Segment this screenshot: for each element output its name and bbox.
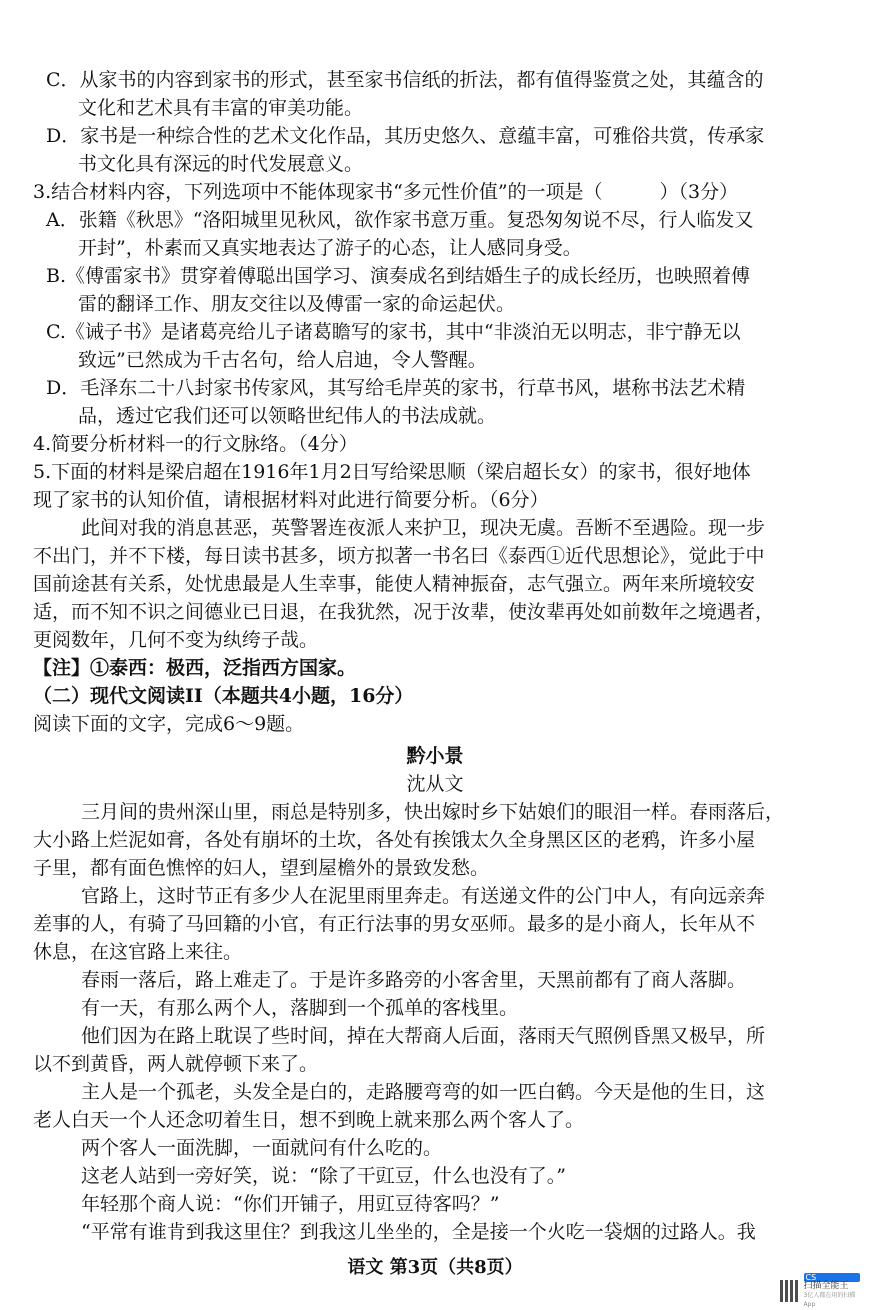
text-line: 国前途甚有关系，处忧患最是人生幸事，能使人精神振奋，志气强立。两年来所境较安 xyxy=(33,573,756,595)
text-line: “平常有谁肯到我这里住？到我这儿坐坐的，全是接一个火吃一袋烟的过路人。我 xyxy=(81,1221,756,1243)
text-line: 品，透过它我们还可以领略世纪伟人的书法成就。 xyxy=(78,405,497,427)
text-line: 更阅数年，几何不变为纨绔子哉。 xyxy=(33,629,319,651)
scanner-slogan: 3亿人都在用的扫描App xyxy=(803,1292,856,1308)
text-line: D．家书是一种综合性的艺术文化作品，其历史悠久、意蕴丰富，可雅俗共赏，传承家 xyxy=(46,125,765,147)
text-line: 两个客人一面洗脚，一面就问有什么吃的。 xyxy=(81,1137,443,1159)
scanner-name: 扫描全能王 xyxy=(803,1281,849,1291)
text-line: （二）现代文阅读II（本题共4小题，16分） xyxy=(33,685,414,707)
text-line: 现了家书的认知价值，请根据材料对此进行简要分析。（6分） xyxy=(33,489,549,511)
text-line: 沈从文 xyxy=(406,773,464,795)
text-line: 致远”已然成为千古名句，给人启迪，令人警醒。 xyxy=(78,349,487,371)
text-line: 【注】①泰西：极西，泛指西方国家。 xyxy=(33,657,357,679)
text-line: 年轻那个商人说：“你们开铺子，用豇豆待客吗？” xyxy=(81,1193,500,1215)
text-line: 书文化具有深远的时代发展意义。 xyxy=(78,153,364,175)
text-line: 阅读下面的文字，完成6～9题。 xyxy=(33,713,305,735)
text-line: 此间对我的消息甚恶，英警署连夜派人来护卫，现决无虞。吾断不至遇险。现一步 xyxy=(81,517,766,539)
text-line: D．毛泽东二十八封家书传家风，其写给毛岸英的家书，行草书风，堪称书法艺术精 xyxy=(46,377,746,399)
text-line: 开封”，朴素而又真实地表达了游子的心态，让人感同身受。 xyxy=(78,237,582,259)
text-line: 3.结合材料内容，下列选项中不能体现家书“多元性价值”的一项是（ ）（3分） xyxy=(33,181,739,203)
text-line: 黔小景 xyxy=(406,745,464,767)
text-line: 以不到黄昏，两人就停顿下来了。 xyxy=(33,1053,319,1075)
text-line: A．张籍《秋思》“洛阳城里见秋风，欲作家书意万重。复恐匆匆说不尽，行人临发又 xyxy=(46,209,754,231)
text-line: 大小路上烂泥如膏，各处有崩坏的土坎，各处有挨饿太久全身黑区区的老鸦，许多小屋 xyxy=(33,829,756,851)
text-line: 4.简要分析材料一的行文脉络。（4分） xyxy=(33,433,358,455)
text-line: 雷的翻译工作、朋友交往以及傅雷一家的命运起伏。 xyxy=(78,293,516,315)
text-line: 5.下面的材料是梁启超在1916年1月2日写给梁思顺（梁启超长女）的家书，很好地体 xyxy=(33,461,751,483)
text-line: 有一天，有那么两个人，落脚到一个孤单的客栈里。 xyxy=(81,997,519,1019)
text-line: C.《诫子书》是诸葛亮给儿子诸葛瞻写的家书，其中“非淡泊无以明志，非宁静无以 xyxy=(46,321,741,343)
scanner-watermark xyxy=(780,1273,860,1308)
qr-code-icon xyxy=(780,1280,800,1302)
text-line: 这老人站到一旁好笑，说：“除了干豇豆，什么也没有了。” xyxy=(81,1165,566,1187)
text-line: 不出门，并不下楼，每日读书甚多，顷方拟著一书名曰《泰西①近代思想论》，觉此于中 xyxy=(33,545,765,567)
text-line: C．从家书的内容到家书的形式，甚至家书信纸的折法，都有值得鉴赏之处，其蕴含的 xyxy=(46,69,764,91)
text-line: 春雨一落后，路上难走了。于是许多路旁的小客舍里，天黑前都有了商人落脚。 xyxy=(81,969,747,991)
text-line: 休息，在这官路上来往。 xyxy=(33,941,243,963)
text-line: 三月间的贵州深山里，雨总是特别多，快出嫁时乡下姑娘们的眼泪一样。春雨落后， xyxy=(81,801,785,823)
scanner-badge: CS xyxy=(804,1273,860,1282)
text-line: 主人是一个孤老，头发全是白的，走路腰弯弯的如一匹白鹤。今天是他的生日，这 xyxy=(81,1081,766,1103)
text-line: 他们因为在路上耽误了些时间，掉在大帮商人后面，落雨天气照例昏黑又极早，所 xyxy=(81,1025,766,1047)
text-line: 差事的人，有骑了马回籍的小官，有正行法事的男女巫师。最多的是小商人，长年从不 xyxy=(33,913,756,935)
text-line: 官路上，这时节正有多少人在泥里雨里奔走。有送递文件的公门中人，有向远亲奔 xyxy=(81,885,766,907)
text-line: 子里，都有面色憔悴的妇人，望到屋檐外的景致发愁。 xyxy=(33,857,490,879)
text-line: 适，而不知不识之间德业已日退，在我犹然，况于汝辈，使汝辈再处如前数年之境遇者， xyxy=(33,601,775,623)
page-footer: 语文 第3页（共8页） xyxy=(347,1257,523,1278)
text-line: 文化和艺术具有丰富的审美功能。 xyxy=(78,97,364,119)
text-line: B.《傅雷家书》贯穿着傅聪出国学习、演奏成名到结婚生子的成长经历，也映照着傅 xyxy=(46,265,751,287)
text-line: 老人白天一个人还念叨着生日，想不到晚上就来那么两个客人了。 xyxy=(33,1109,585,1131)
